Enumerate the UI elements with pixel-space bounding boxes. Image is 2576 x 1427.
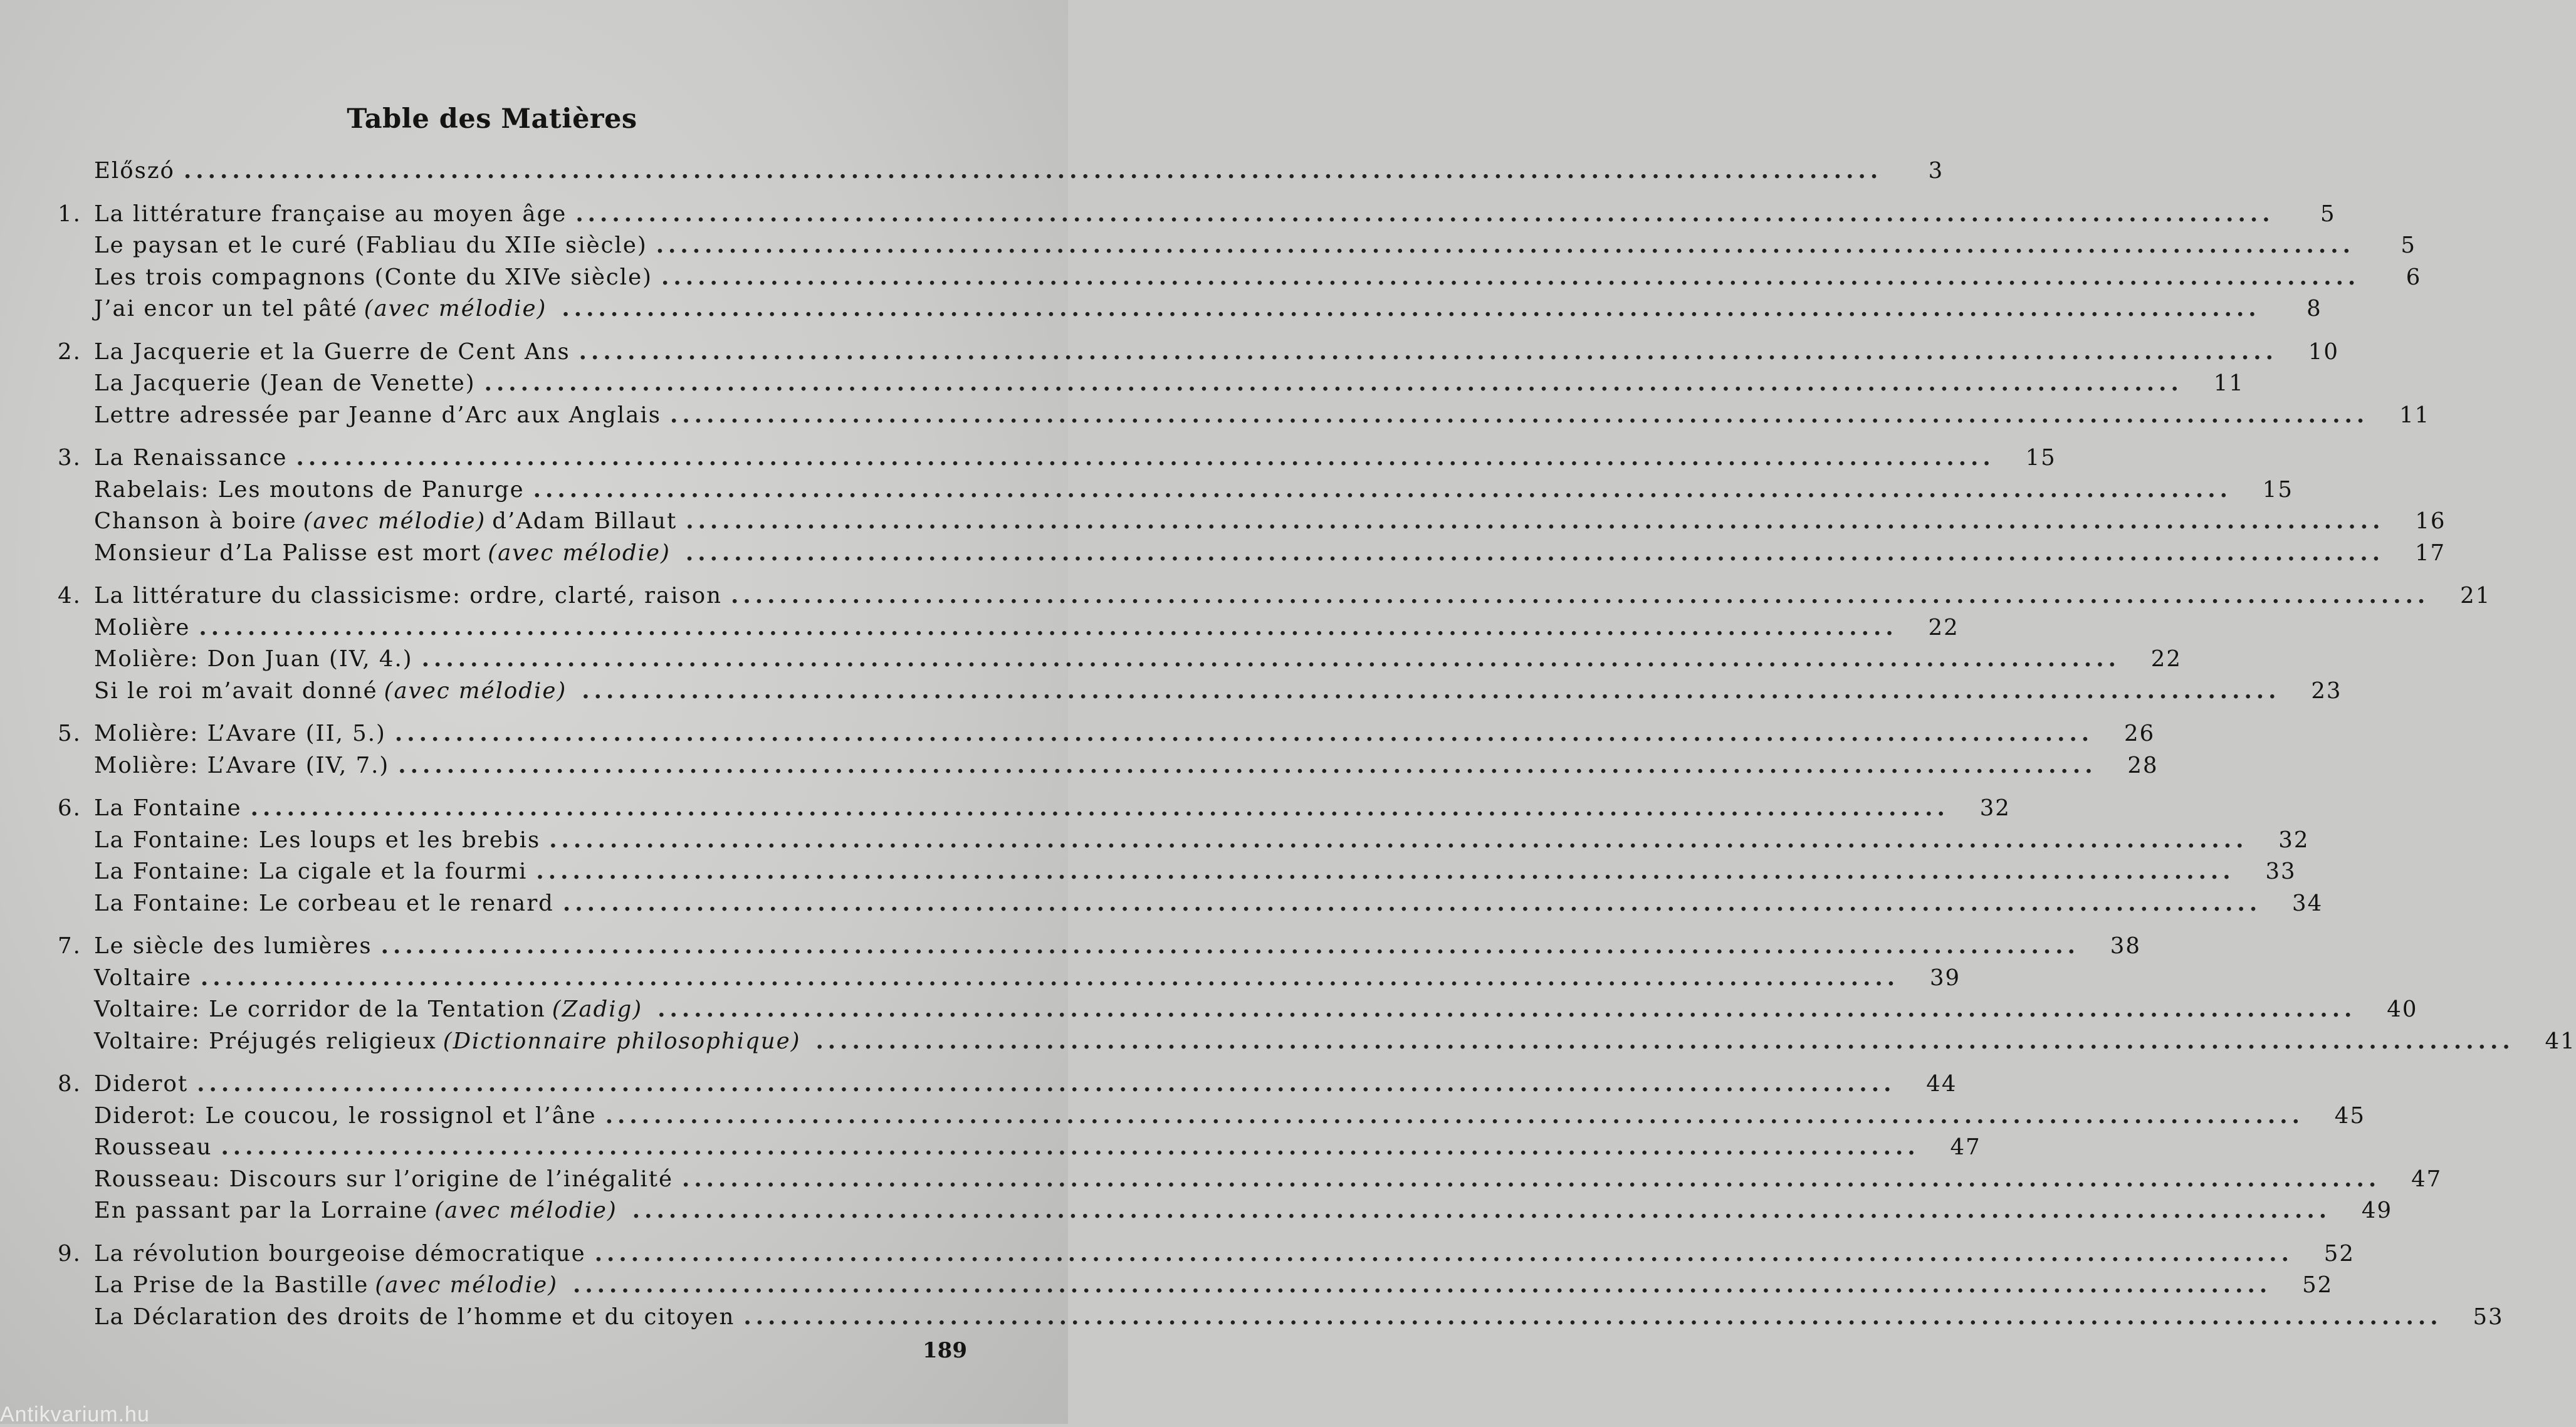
page-number: 52 [2323,1240,2355,1267]
toc-entry[interactable] [58,293,2322,325]
page-number: 6 [2406,264,2422,290]
entry-title: La Fontaine: Le corbeau et le renard [94,890,554,916]
entry-title: Lettre adressée par Jeanne d’Arc aux Anglais [94,402,661,428]
page-number: 17 [2414,540,2446,566]
leader-dots: ............................................................................................................................................ [398,752,2097,778]
entry-title: Diderot: Le coucou, le rossignol et l’âne [94,1102,597,1129]
page-number: 53 [2473,1304,2504,1330]
leader-dots: ............................................................................................................................................ [743,1304,2442,1330]
toc-entry[interactable] [58,1302,2504,1334]
entry-title: En passant par la Lorraine [94,1198,429,1223]
toc-entry[interactable] [58,155,1944,187]
entry-title: La littérature française au moyen âge [94,201,567,227]
page-folio: 189 [923,1338,967,1363]
entry-note: (Zadig) [552,996,643,1022]
toc-entry[interactable] [58,442,2056,474]
entry-title: Voltaire: Le corridor de la Tentation [94,996,546,1022]
entry-title: Monsieur d’La Palisse est mort [94,540,482,566]
page-number: 39 [1929,964,1961,991]
page-number: 47 [1950,1134,1981,1160]
page-number: 28 [2127,752,2159,778]
toc-entry[interactable] [58,1132,1981,1164]
leader-dots: ............................................................................................................................................ [731,583,2430,609]
entry-title: La révolution bourgeoise démocratique [94,1240,586,1267]
toc-entry[interactable] [58,580,2491,612]
page-number: 49 [2361,1198,2393,1223]
leader-dots: ............................................................................................................................................ [656,233,2355,258]
entry-title: Rousseau [94,1134,212,1160]
page-number: 32 [2278,827,2310,853]
toc-entry[interactable] [58,963,1961,995]
toc-entry[interactable] [58,856,2296,888]
entry-title: J’ai encor un tel pâté [94,296,358,321]
entry-title: Molière [94,614,191,640]
toc-entry[interactable] [58,474,2293,506]
page-number: 21 [2460,583,2491,609]
entry-title: La littérature du classicisme: ordre, clarté, raison [94,583,723,609]
page-number: 32 [1979,795,2011,821]
section-number: 7. [58,933,81,959]
section-gap [58,1057,960,1069]
page-number: 5 [2401,233,2416,258]
entry-title: Molière: L’Avare (II, 5.) [94,721,386,746]
page-number: 16 [2415,508,2446,534]
page-number: 10 [2308,338,2339,365]
leader-dots: ............................................................................................................................................ [657,996,2357,1022]
toc-entry[interactable] [58,1270,2333,1302]
entry-title: Le paysan et le curé (Fabliau du XIIe siècle) [94,233,647,258]
toc-entry[interactable] [58,1164,2442,1196]
page-number: 38 [2110,933,2141,959]
section-number: 5. [58,721,81,746]
entry-note: (Dictionnaire philosophique) [442,1028,801,1054]
section-gap [58,781,960,793]
section-number: 4. [58,583,81,609]
toc-entry[interactable] [58,750,2159,782]
toc-entry[interactable] [58,888,2323,920]
leader-dots: ............................................................................................................................................ [484,370,2183,396]
toc-entry[interactable] [58,994,2418,1026]
leader-dots: ............................................................................................................................................ [572,1272,2272,1298]
leader-dots: ............................................................................................................................................ [661,264,2360,290]
page-number: 11 [2213,370,2244,396]
leader-dots: ............................................................................................................................................ [250,795,1949,821]
section-gap [58,431,960,442]
leader-dots: ............................................................................................................................................ [380,933,2080,959]
toc-entry[interactable] [58,262,2422,294]
leader-dots: ............................................................................................................................................ [536,859,2235,884]
entry-title: Diderot [94,1071,189,1097]
entry-note: (avec mélodie) [434,1198,617,1223]
entry-title: Les trois compagnons (Conte du XIVe siècle) [94,264,653,290]
entry-title: Voltaire: Préjugés religieux [94,1028,437,1054]
page-number: 22 [1928,614,1959,640]
leader-dots: ............................................................................................................................................ [562,296,2261,321]
toc-entry[interactable] [58,793,2011,825]
watermark: Antikvarium.hu [0,1403,150,1426]
page-number: 41 [2545,1028,2576,1054]
section-gap [58,1227,960,1238]
toc-entry[interactable] [58,1195,2393,1227]
entry-title: Molière: L’Avare (IV, 7.) [94,752,390,778]
entry-note: (avec mélodie) [364,296,547,321]
page-title: Table des Matières [347,103,637,135]
toc-entry[interactable] [58,1069,1957,1100]
section-number: 3. [58,445,81,471]
page-number: 8 [2306,296,2322,321]
section-gap [58,187,960,199]
page-number: 47 [2411,1166,2442,1192]
entry-title: Molière: Don Juan (IV, 4.) [94,646,413,672]
page-number: 23 [2311,677,2342,704]
toc-entry[interactable] [58,506,2446,538]
leader-dots: ............................................................................................................................................ [575,201,2275,227]
entry-title: La Jacquerie (Jean de Venette) [94,370,476,396]
leader-dots: ............................................................................................................................................ [183,158,1883,184]
page-number: 33 [2265,859,2296,884]
table-of-contents [58,155,2576,1333]
section-gap [58,325,960,337]
page-number: 45 [2334,1102,2365,1129]
entry-title: Rabelais: Les moutons de Panurge [94,476,525,503]
toc-entry[interactable] [58,368,2244,400]
entry-title: La Fontaine [94,795,242,821]
leader-dots: ............................................................................................................................................ [670,402,2369,428]
toc-entry[interactable] [58,199,2336,231]
leader-dots: ............................................................................................................................................ [582,677,2281,704]
section-number: 6. [58,795,81,821]
toc-entry[interactable] [58,825,2310,857]
section-number: 2. [58,338,81,365]
page-number: 15 [2262,476,2293,503]
toc-entry[interactable] [58,230,2416,262]
leader-dots: ............................................................................................................................................ [815,1028,2515,1054]
entry-title: Voltaire [94,964,192,991]
leader-dots: ............................................................................................................................................ [594,1240,2293,1267]
entry-author: d’Adam Billaut [492,508,678,534]
page-number: 44 [1926,1071,1957,1097]
page-number: 15 [2025,445,2056,471]
toc-entry[interactable] [58,931,2141,963]
leader-dots: ............................................................................................................................................ [200,964,1900,991]
page-number: 11 [2399,402,2431,428]
entry-title: La Fontaine: Les loups et les brebis [94,827,541,853]
section-number: 8. [58,1071,81,1097]
leader-dots: ............................................................................................................................................ [421,646,2120,672]
entry-title: Le siècle des lumières [94,933,372,959]
leader-dots: ............................................................................................................................................ [533,476,2232,503]
entry-note: (avec mélodie) [303,508,486,534]
leader-dots: ............................................................................................................................................ [199,614,1898,640]
page-number: 3 [1928,158,1944,184]
entry-note: (avec mélodie) [488,540,671,566]
leader-dots: ............................................................................................................................................ [197,1071,1896,1097]
entry-title: Chanson à boire [94,508,297,534]
leader-dots: ............................................................................................................................................ [221,1134,1920,1160]
leader-dots: ............................................................................................................................................ [394,721,2094,746]
entry-title: Si le roi m’avait donné [94,677,378,704]
toc-entry[interactable] [58,612,1959,644]
entry-note: (avec mélodie) [384,677,567,704]
page-number: 52 [2302,1272,2333,1298]
toc-entry[interactable] [58,337,2339,369]
leader-dots: ............................................................................................................................................ [562,890,2262,916]
entry-title: La Prise de la Bastille [94,1272,369,1298]
leader-dots: ............................................................................................................................................ [549,827,2248,853]
entry-title: La Déclaration des droits de l’homme et du citoyen [94,1304,735,1330]
section-gap [58,707,960,718]
toc-entry[interactable] [58,676,2342,708]
leader-dots: ............................................................................................................................................ [681,1166,2381,1192]
page-number: 26 [2123,721,2155,746]
leader-dots: ............................................................................................................................................ [685,540,2385,566]
toc-entry[interactable] [58,644,2182,676]
entry-title: Rousseau: Discours sur l’origine de l’inégalité [94,1166,673,1192]
entry-title: La Jacquerie et la Guerre de Cent Ans [94,338,570,365]
toc-entry[interactable] [58,718,2155,750]
section-gap [58,919,960,931]
toc-entry[interactable] [58,1100,2365,1132]
toc-entry[interactable] [58,1238,2355,1270]
page-number: 34 [2292,890,2323,916]
entry-title: La Fontaine: La cigale et la fourmi [94,859,528,884]
entry-title: Előszó [94,158,175,184]
section-number: 1. [58,201,81,227]
entry-title: La Renaissance [94,445,288,471]
leader-dots: ............................................................................................................................................ [579,338,2278,365]
page-number: 40 [2387,996,2418,1022]
leader-dots: ............................................................................................................................................ [296,445,1995,471]
entry-note: (avec mélodie) [375,1272,558,1298]
page-number: 22 [2150,646,2182,672]
toc-entry[interactable] [58,538,2446,570]
toc-entry[interactable] [58,400,2431,432]
toc-entry[interactable] [58,1026,2576,1058]
leader-dots: ............................................................................................................................................ [686,508,2385,534]
section-gap [58,569,960,580]
section-number: 9. [58,1240,81,1267]
page-number: 5 [2320,201,2336,227]
leader-dots: ............................................................................................................................................ [632,1198,2332,1223]
leader-dots: ............................................................................................................................................ [605,1102,2304,1129]
